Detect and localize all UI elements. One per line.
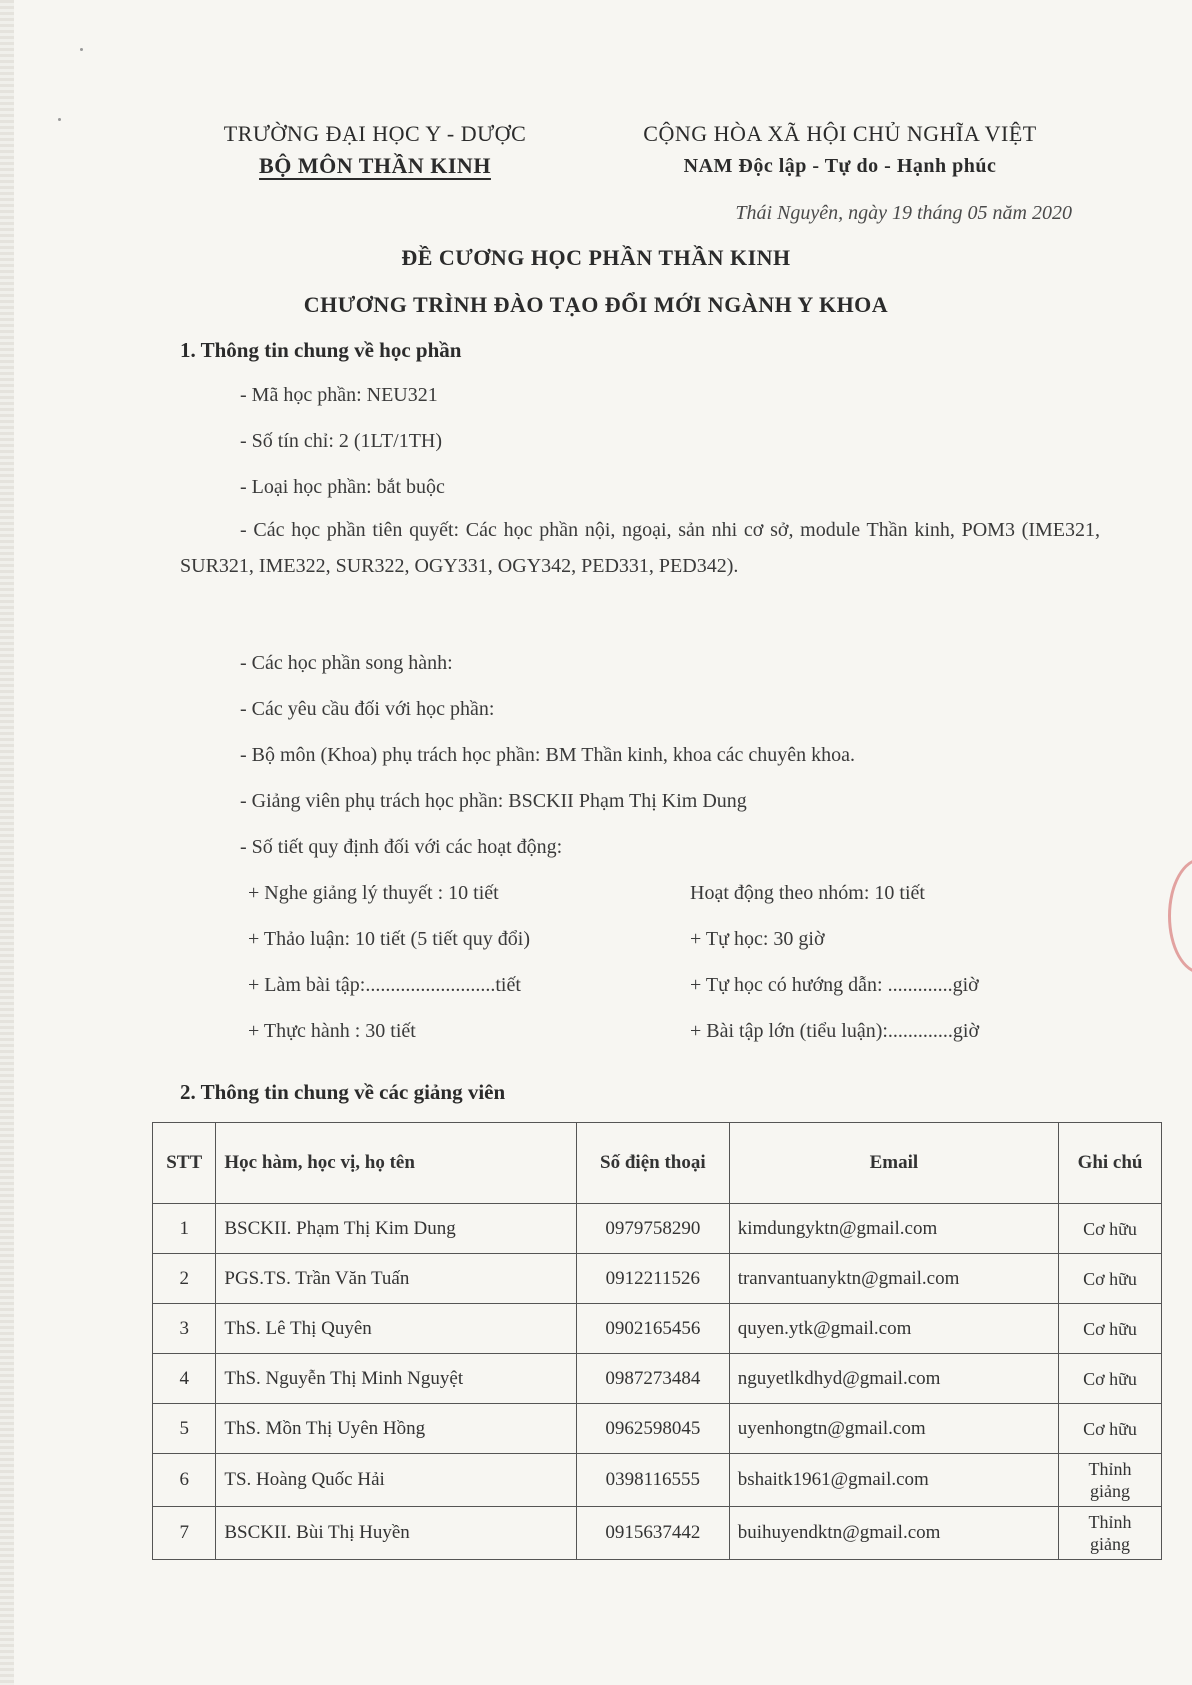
row-note: Cơ hữu bbox=[1059, 1354, 1162, 1404]
scan-speck bbox=[58, 118, 61, 121]
section-1-heading: 1. Thông tin chung về học phần bbox=[180, 338, 462, 362]
course-requirements: - Các yêu cầu đối với học phần: bbox=[240, 698, 495, 720]
row-note: Cơ hữu bbox=[1059, 1404, 1162, 1454]
hours-intro: - Số tiết quy định đối với các hoạt động: bbox=[240, 836, 563, 858]
row-name: PGS.TS. Trần Văn Tuấn bbox=[216, 1254, 577, 1304]
table-row bbox=[153, 1404, 1162, 1454]
table-row bbox=[153, 1304, 1162, 1354]
table-row bbox=[153, 1454, 1162, 1507]
row-phone: 0979758290 bbox=[576, 1204, 729, 1254]
col-email: Email bbox=[729, 1123, 1058, 1204]
row-name: BSCKII. Phạm Thị Kim Dung bbox=[216, 1204, 577, 1254]
university-name: TRƯỜNG ĐẠI HỌC Y - DƯỢC bbox=[223, 121, 527, 146]
hours-lecture: + Nghe giảng lý thuyết : 10 tiết bbox=[248, 882, 499, 904]
table-row bbox=[153, 1507, 1162, 1560]
lecturer-table bbox=[152, 1122, 1162, 1560]
row-email: quyen.ytk@gmail.com bbox=[729, 1304, 1058, 1354]
header-left bbox=[190, 118, 560, 182]
table-row bbox=[153, 1354, 1162, 1404]
col-stt: STT bbox=[153, 1123, 216, 1204]
hours-essay: + Bài tập lớn (tiểu luận):.............giờ bbox=[690, 1020, 980, 1042]
header-right bbox=[590, 118, 1090, 182]
table-row bbox=[153, 1254, 1162, 1304]
row-phone: 0912211526 bbox=[576, 1254, 729, 1304]
row-no: 5 bbox=[153, 1404, 216, 1454]
course-lecturer: - Giảng viên phụ trách học phần: BSCKII Phạm Thị Kim Dung bbox=[240, 790, 747, 812]
row-phone: 0902165456 bbox=[576, 1304, 729, 1354]
red-stamp bbox=[1168, 858, 1192, 974]
row-note: Cơ hữu bbox=[1059, 1304, 1162, 1354]
row-email: buihuyendktn@gmail.com bbox=[729, 1507, 1058, 1560]
scan-speck bbox=[80, 48, 83, 51]
national-title: CỘNG HÒA XÃ HỘI CHỦ NGHĨA VIỆT bbox=[643, 121, 1037, 146]
row-phone: 0915637442 bbox=[576, 1507, 729, 1560]
row-phone: 0987273484 bbox=[576, 1354, 729, 1404]
national-motto: NAM Độc lập - Tự do - Hạnh phúc bbox=[683, 155, 997, 177]
row-note: Cơ hữu bbox=[1059, 1204, 1162, 1254]
row-no: 4 bbox=[153, 1354, 216, 1404]
table-row bbox=[153, 1204, 1162, 1254]
row-note: Cơ hữu bbox=[1059, 1254, 1162, 1304]
row-name: ThS. Nguyễn Thị Minh Nguyệt bbox=[216, 1354, 577, 1404]
row-no: 6 bbox=[153, 1454, 216, 1507]
row-email: tranvantuanyktn@gmail.com bbox=[729, 1254, 1058, 1304]
row-name: ThS. Mồn Thị Uyên Hồng bbox=[216, 1404, 577, 1454]
row-no: 1 bbox=[153, 1204, 216, 1254]
course-parallel: - Các học phần song hành: bbox=[240, 652, 453, 674]
hours-guided: + Tự học có hướng dẫn: .............giờ bbox=[690, 974, 979, 996]
course-prerequisites: - Các học phần tiên quyết: Các học phần nội, ngoại, sản nhi cơ sở, module Thần kinh, POM3 (IME321, SUR321, IME322, SUR322, OGY331, OGY342, PED331, PED342). bbox=[180, 519, 1100, 577]
row-email: bshaitk1961@gmail.com bbox=[729, 1454, 1058, 1507]
hours-self-study: + Tự học: 30 giờ bbox=[690, 928, 825, 950]
row-name: ThS. Lê Thị Quyên bbox=[216, 1304, 577, 1354]
row-no: 2 bbox=[153, 1254, 216, 1304]
row-no: 7 bbox=[153, 1507, 216, 1560]
department-name: BỘ MÔN THẦN KINH bbox=[259, 153, 491, 178]
hours-group: Hoạt động theo nhóm: 10 tiết bbox=[690, 882, 925, 904]
row-name: BSCKII. Bùi Thị Huyền bbox=[216, 1507, 577, 1560]
row-note: Thỉnh giảng bbox=[1059, 1454, 1162, 1507]
course-code: - Mã học phần: NEU321 bbox=[240, 384, 438, 406]
col-name: Học hàm, học vị, họ tên bbox=[216, 1123, 577, 1204]
course-type: - Loại học phần: bắt buộc bbox=[240, 476, 445, 498]
document-date: Thái Nguyên, ngày 19 tháng 05 năm 2020 bbox=[735, 202, 1072, 224]
course-department: - Bộ môn (Khoa) phụ trách học phần: BM Thần kinh, khoa các chuyên khoa. bbox=[240, 744, 856, 766]
row-name: TS. Hoàng Quốc Hải bbox=[216, 1454, 577, 1507]
hours-exercise: + Làm bài tập:..........................tiết bbox=[248, 974, 521, 996]
row-no: 3 bbox=[153, 1304, 216, 1354]
row-phone: 0962598045 bbox=[576, 1404, 729, 1454]
document-title: ĐỀ CƯƠNG HỌC PHẦN THẦN KINH bbox=[401, 245, 791, 270]
table-header-row bbox=[153, 1123, 1162, 1204]
row-email: nguyetlkdhyd@gmail.com bbox=[729, 1354, 1058, 1404]
hours-discussion: + Thảo luận: 10 tiết (5 tiết quy đổi) bbox=[248, 928, 530, 950]
row-email: uyenhongtn@gmail.com bbox=[729, 1404, 1058, 1454]
document-subtitle: CHƯƠNG TRÌNH ĐÀO TẠO ĐỔI MỚI NGÀNH Y KHOA bbox=[303, 292, 889, 317]
col-note: Ghi chú bbox=[1059, 1123, 1162, 1204]
hours-practice: + Thực hành : 30 tiết bbox=[248, 1020, 416, 1042]
section-2-heading: 2. Thông tin chung về các giảng viên bbox=[180, 1080, 506, 1104]
row-phone: 0398116555 bbox=[576, 1454, 729, 1507]
col-phone: Số điện thoại bbox=[576, 1123, 729, 1204]
row-email: kimdungyktn@gmail.com bbox=[729, 1204, 1058, 1254]
row-note: Thỉnh giảng bbox=[1059, 1507, 1162, 1560]
course-credits: - Số tín chỉ: 2 (1LT/1TH) bbox=[240, 430, 443, 452]
